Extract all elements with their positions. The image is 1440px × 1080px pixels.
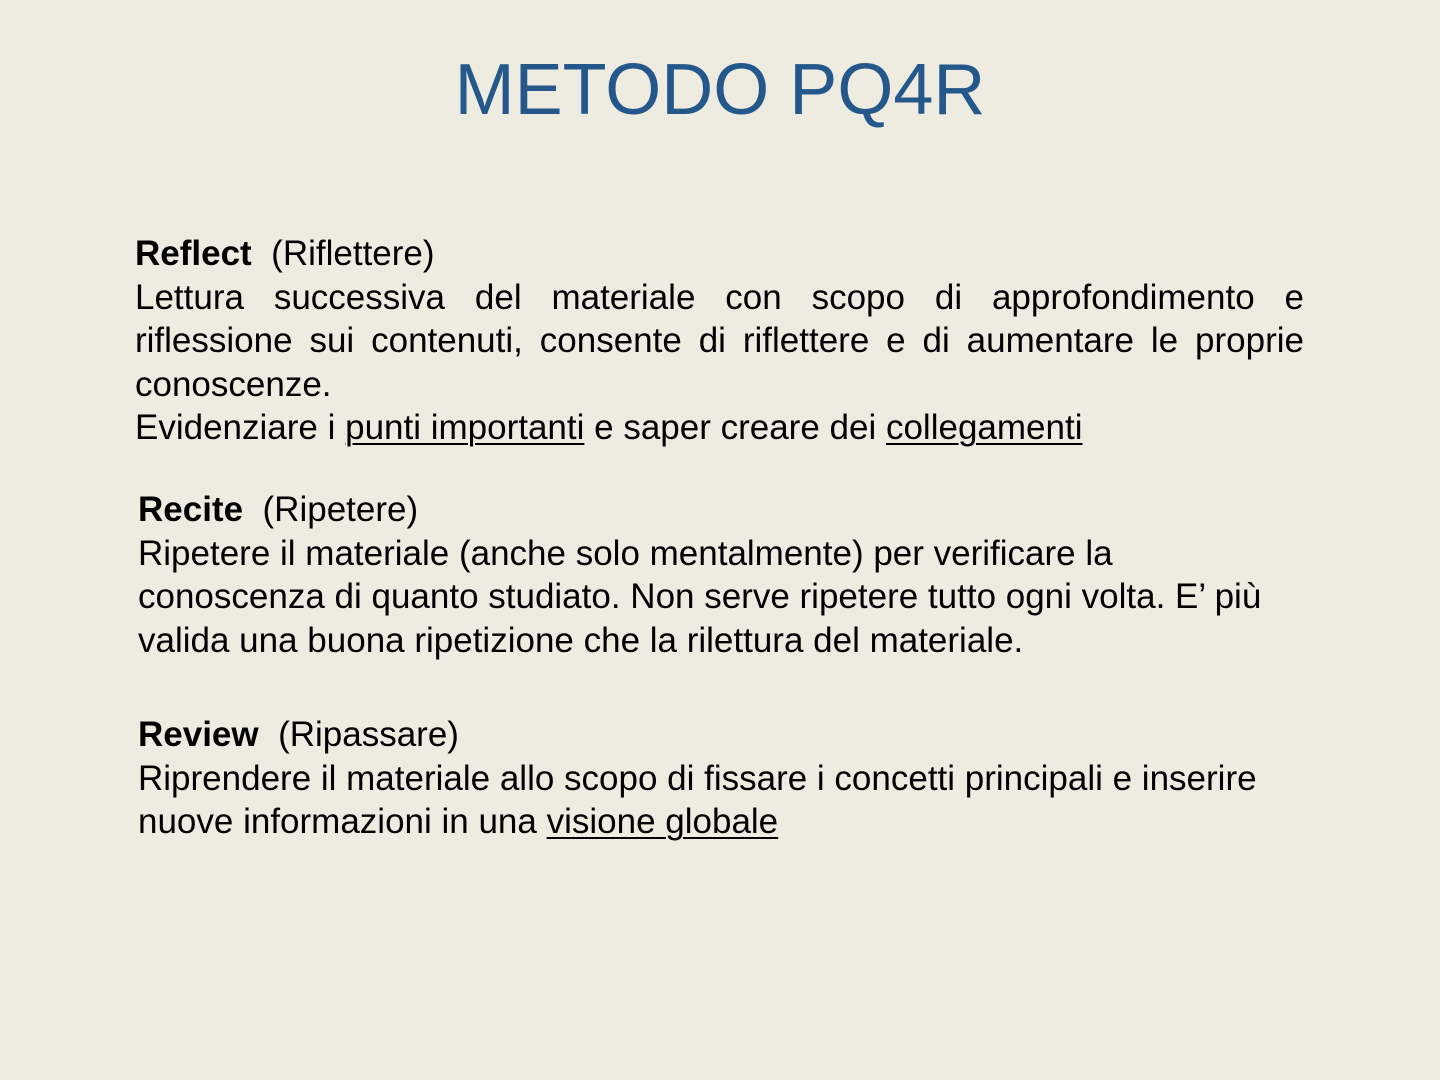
keyword-collegamenti: collegamenti: [885, 408, 1083, 447]
keyword-punti-importanti: punti importanti: [345, 408, 585, 447]
section-translation: (Ripassare): [278, 715, 459, 754]
section-body: Lettura successiva del materiale con scopo di approfondimento e riflessione sui contenuti, consente di riflettere e di aumentare le proprie conoscenze.: [135, 277, 1304, 404]
section-term: Recite: [138, 490, 244, 529]
text-run: Evidenziare i: [135, 408, 346, 447]
slide-title: METODO PQ4R: [454, 50, 986, 130]
section-body: Ripetere il materiale (anche solo mentalmente) per verificare la conoscenza di quanto studiato. Non serve ripetere tutto ogni volta. E’ più valida una buona ripetizione che la rilettura del materiale.: [138, 533, 1262, 660]
text-run: e saper creare dei: [584, 408, 886, 447]
text-run: Riprendere il materiale allo scopo di fissare i concetti principali e inserire nuove informazioni in una: [138, 758, 1257, 841]
section-heading: [135, 232, 1304, 276]
section-heading: [138, 713, 1308, 757]
section-translation: (Riflettere): [271, 234, 435, 273]
section-body: [138, 757, 1308, 844]
section-heading: [138, 488, 1308, 532]
section-recite: [138, 488, 1308, 662]
section-term: Review: [138, 715, 259, 754]
keyword-visione-globale: visione globale: [546, 802, 779, 841]
section-translation: (Ripetere): [262, 490, 419, 529]
section-term: Reflect: [135, 234, 252, 273]
section-reflect: [135, 232, 1304, 450]
section-review: [138, 713, 1308, 844]
section-highlight-line: [135, 406, 1304, 450]
